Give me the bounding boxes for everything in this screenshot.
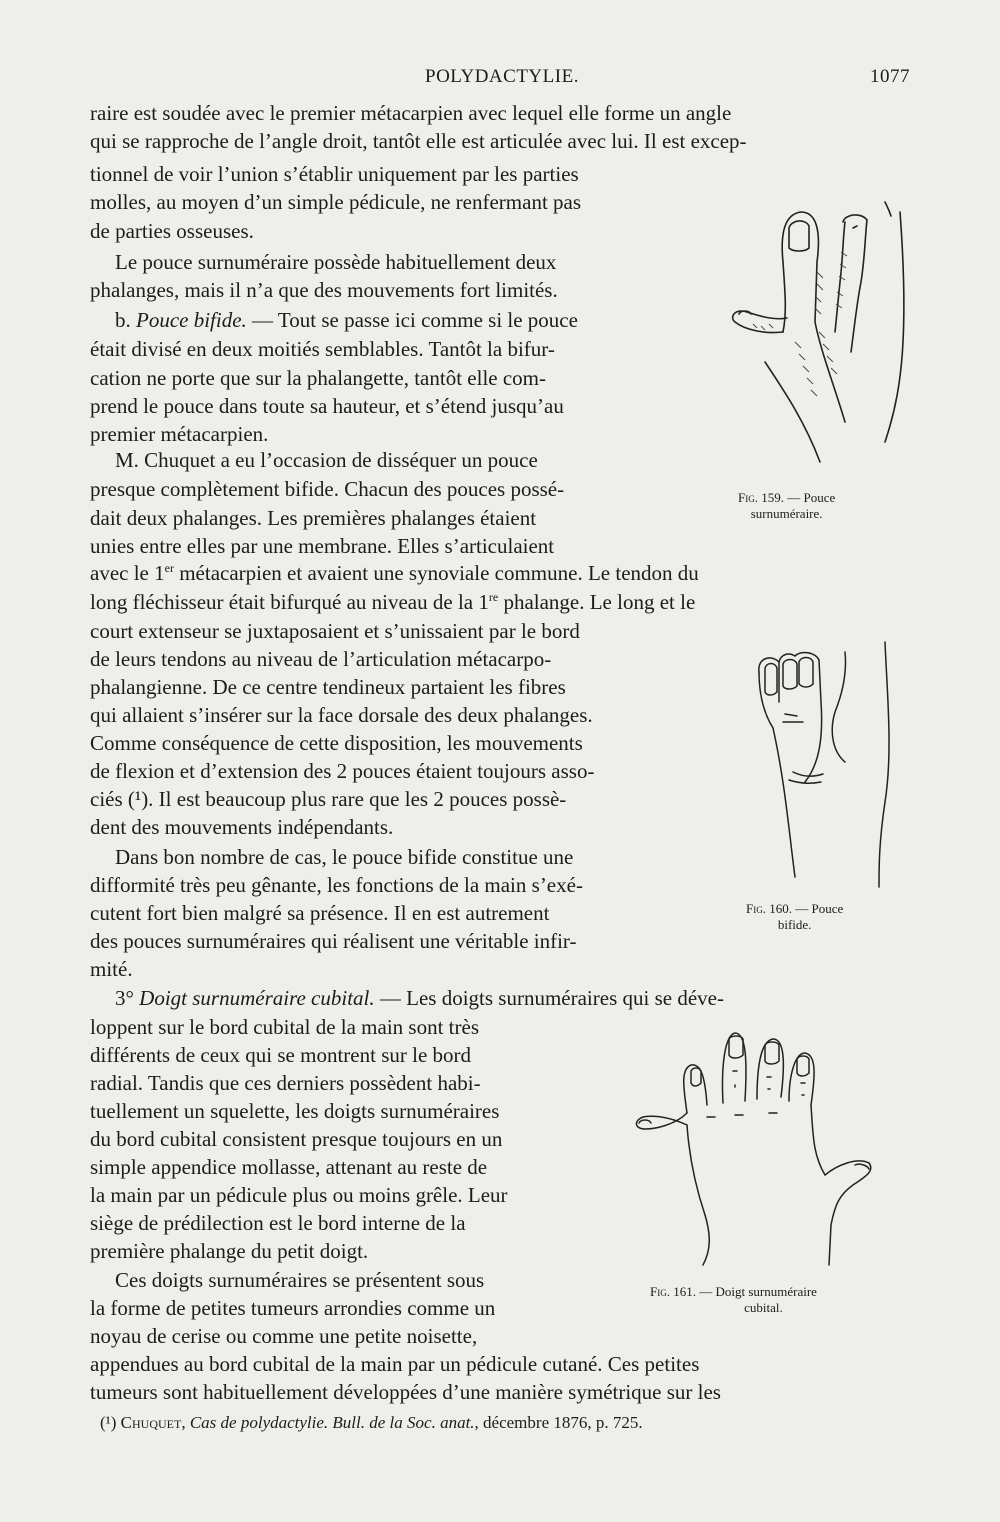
text-line: unies entre elles par une membrane. Elles s’articulaient <box>90 534 555 558</box>
figure-160-caption <box>746 901 843 933</box>
page-number: 1077 <box>870 66 910 87</box>
text-line: différents de ceux qui se montrent sur le bord <box>90 1043 472 1067</box>
text-line: raire est soudée avec le premier métacarpien avec lequel elle forme un angle <box>90 101 732 125</box>
text-line: prend le pouce dans toute sa hauteur, et s’étend jusqu’au <box>90 394 564 418</box>
footnote-author: Chuquet <box>120 1413 182 1432</box>
text-line: loppent sur le bord cubital de la main sont très <box>90 1015 479 1039</box>
hand-thumb-drawing <box>725 192 915 492</box>
caption-text: — Pouce <box>791 901 844 916</box>
text-line: tumeurs sont habituellement développées d’une manière symétrique sur les <box>90 1380 721 1404</box>
text-run: — Tout se passe ici comme si le pouce <box>246 308 578 332</box>
text-line: dent des mouvements indépendants. <box>90 815 394 839</box>
superscript: er <box>164 561 174 575</box>
text-line: de leurs tendons au niveau de l’articulation métacarpo- <box>90 647 552 671</box>
text-line: M. Chuquet a eu l’occasion de disséquer un pouce <box>115 448 538 472</box>
figure-159-illustration <box>725 192 915 492</box>
caption-line: surnuméraire. <box>750 506 823 521</box>
caption-line: bifide. <box>777 917 812 932</box>
hand-bifid-drawing <box>745 632 905 892</box>
enum-marker: 3° <box>115 986 140 1010</box>
caption-text: — Doigt surnuméraire <box>695 1284 817 1299</box>
text-line: premier métacarpien. <box>90 422 269 446</box>
text-line: appendues au bord cubital de la main par un pédicule cutané. Ces petites <box>90 1352 700 1376</box>
text-line: ciés (¹). Il est beaucoup plus rare que les 2 pouces possè- <box>90 787 567 811</box>
text-line: radial. Tandis que ces derniers possèdent habi- <box>90 1071 481 1095</box>
text-line: presque complètement bifide. Chacun des pouces possé- <box>90 477 565 501</box>
text-line <box>90 559 699 587</box>
running-head <box>90 66 910 94</box>
text-line: Comme conséquence de cette disposition, les mouvements <box>90 731 583 755</box>
section-title: Pouce bifide. <box>136 308 247 332</box>
figure-159-caption <box>738 490 835 522</box>
text-run: métacarpien et avaient une synoviale commune. Le tendon du <box>173 561 699 585</box>
text-run: — Les doigts surnuméraires qui se déve- <box>374 986 724 1010</box>
figure-161-caption <box>650 1284 817 1316</box>
hand-ulnar-finger-drawing <box>625 1025 895 1275</box>
caption-text: — Pouce <box>783 490 836 505</box>
text-line: du bord cubital consistent presque toujours en un <box>90 1127 503 1151</box>
figure-160-illustration <box>745 632 905 892</box>
text-run: long fléchisseur était bifurqué au niveau de la 1 <box>90 590 489 614</box>
caption-line: cubital. <box>744 1300 783 1315</box>
enum-marker: b. <box>115 308 136 332</box>
footnote <box>100 1412 643 1434</box>
text-line: première phalange du petit doigt. <box>90 1239 369 1263</box>
text-line: Ces doigts surnuméraires se présentent sous <box>115 1268 485 1292</box>
text-run: avec le 1 <box>90 561 165 585</box>
running-title: POLYDACTYLIE. <box>425 66 579 87</box>
text-line: phalanges, mais il n’a que des mouvements fort limités. <box>90 278 558 302</box>
text-line: Dans bon nombre de cas, le pouce bifide constitue une <box>115 845 574 869</box>
text-line: était divisé en deux moitiés semblables. Tantôt la bifur- <box>90 337 555 361</box>
superscript: re <box>488 590 499 604</box>
section-title: Doigt surnuméraire cubital. <box>139 986 375 1010</box>
text-line <box>115 984 724 1012</box>
footnote-marker: (¹) <box>100 1413 121 1432</box>
figure-label: Fig. 159. <box>738 490 784 505</box>
text-line: Le pouce surnuméraire possède habituellement deux <box>115 250 557 274</box>
text-line: qui allaient s’insérer sur la face dorsale des deux phalanges. <box>90 703 593 727</box>
footnote-text: , <box>181 1413 190 1432</box>
text-line: la forme de petites tumeurs arrondies comme un <box>90 1296 496 1320</box>
text-line: tionnel de voir l’union s’établir uniquement par les parties <box>90 162 579 186</box>
text-line: dait deux phalanges. Les premières phalanges étaient <box>90 506 537 530</box>
text-line: la main par un pédicule plus ou moins grêle. Leur <box>90 1183 508 1207</box>
figure-161-illustration <box>625 1025 895 1275</box>
text-line: court extenseur se juxtaposaient et s’unissaient par le bord <box>90 619 580 643</box>
footnote-text: , décembre 1876, p. 725. <box>474 1413 643 1432</box>
figure-label: Fig. 160. <box>746 901 792 916</box>
text-line: de parties osseuses. <box>90 219 254 243</box>
text-line: phalangienne. De ce centre tendineux partaient les fibres <box>90 675 566 699</box>
caption-line <box>738 490 835 506</box>
text-line: molles, au moyen d’un simple pédicule, ne renfermant pas <box>90 190 582 214</box>
text-line: simple appendice mollasse, attenant au reste de <box>90 1155 488 1179</box>
text-line <box>115 306 578 334</box>
text-line: des pouces surnuméraires qui réalisent une véritable infir- <box>90 929 577 953</box>
text-line: de flexion et d’extension des 2 pouces étaient toujours asso- <box>90 759 595 783</box>
text-line <box>90 588 695 616</box>
text-line: tuellement un squelette, les doigts surnuméraires <box>90 1099 500 1123</box>
caption-line <box>746 901 843 917</box>
text-line: qui se rapproche de l’angle droit, tantôt elle est articulée avec lui. Il est excep- <box>90 129 747 153</box>
text-run: phalange. Le long et le <box>498 590 696 614</box>
text-line: siège de prédilection est le bord interne de la <box>90 1211 466 1235</box>
footnote-title: Cas de polydactylie. Bull. de la Soc. anat. <box>189 1413 475 1432</box>
text-line: cutent fort bien malgré sa présence. Il en est autrement <box>90 901 550 925</box>
figure-label: Fig. 161. <box>650 1284 696 1299</box>
text-line: difformité très peu gênante, les fonctions de la main s’exé- <box>90 873 583 897</box>
text-line: noyau de cerise ou comme une petite noisette, <box>90 1324 478 1348</box>
text-line: mité. <box>90 957 133 981</box>
caption-line <box>650 1284 817 1300</box>
text-line: cation ne porte que sur la phalangette, tantôt elle com- <box>90 366 546 390</box>
